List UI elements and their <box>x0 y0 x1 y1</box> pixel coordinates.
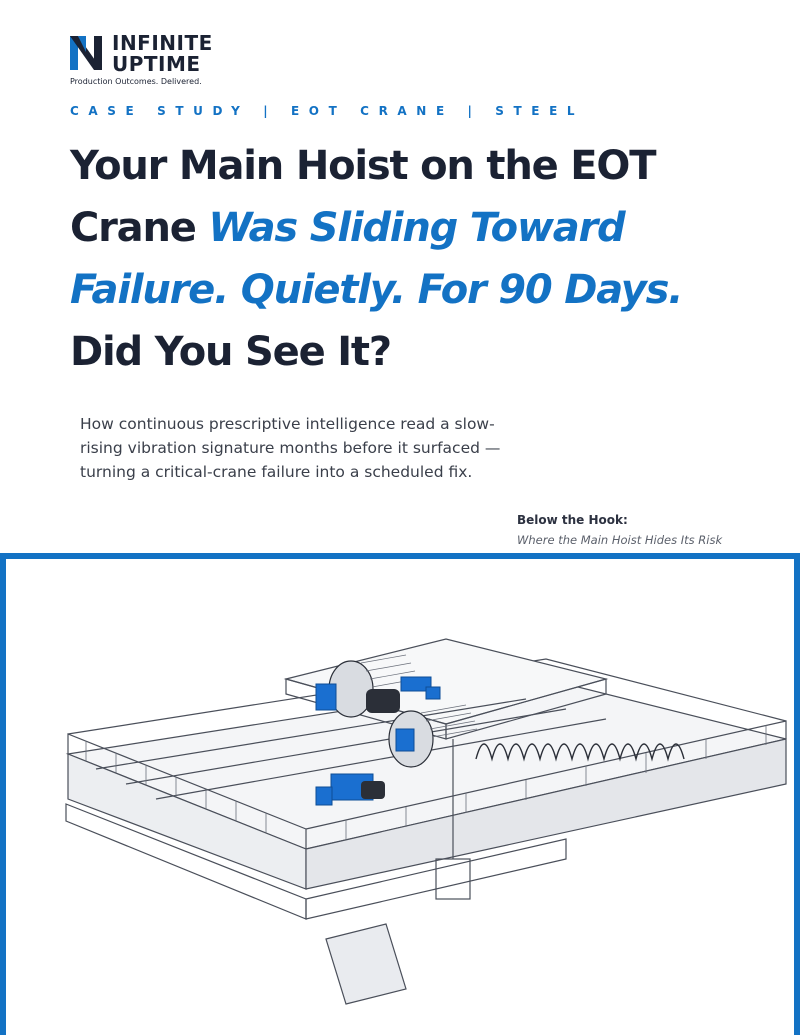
brand-name-line1: INFINITE <box>112 31 213 55</box>
figure-caption: Where the Main Hoist Hides Its Risk <box>517 533 723 547</box>
headline-line3-accent: Failure. Quietly. For 90 Days. <box>70 267 683 313</box>
headline-line1: Your Main Hoist on the EOT <box>70 143 656 189</box>
kicker: CASE STUDY | EOT CRANE | STEEL <box>70 104 585 118</box>
brand-tagline: Production Outcomes. Delivered. <box>70 77 202 86</box>
eot-crane-illustration <box>6 559 794 1035</box>
figure-label: Below the Hook: <box>517 513 628 527</box>
subheadline: How continuous prescriptive intelligence read a slow-rising vibration signature months before it surfaced — turning a critical-crane failure into a scheduled fix. <box>80 415 501 481</box>
headline-line2-accent: Was Sliding Toward <box>208 205 625 251</box>
headline <box>70 135 770 383</box>
figure-frame <box>0 553 800 1035</box>
headline-line4: Did You See It? <box>70 329 391 375</box>
brand-name-line2: UPTIME <box>112 52 201 76</box>
infinite-uptime-logo-icon <box>68 32 112 74</box>
headline-line2-plain: Crane <box>70 205 209 251</box>
brand-logo <box>68 30 213 90</box>
